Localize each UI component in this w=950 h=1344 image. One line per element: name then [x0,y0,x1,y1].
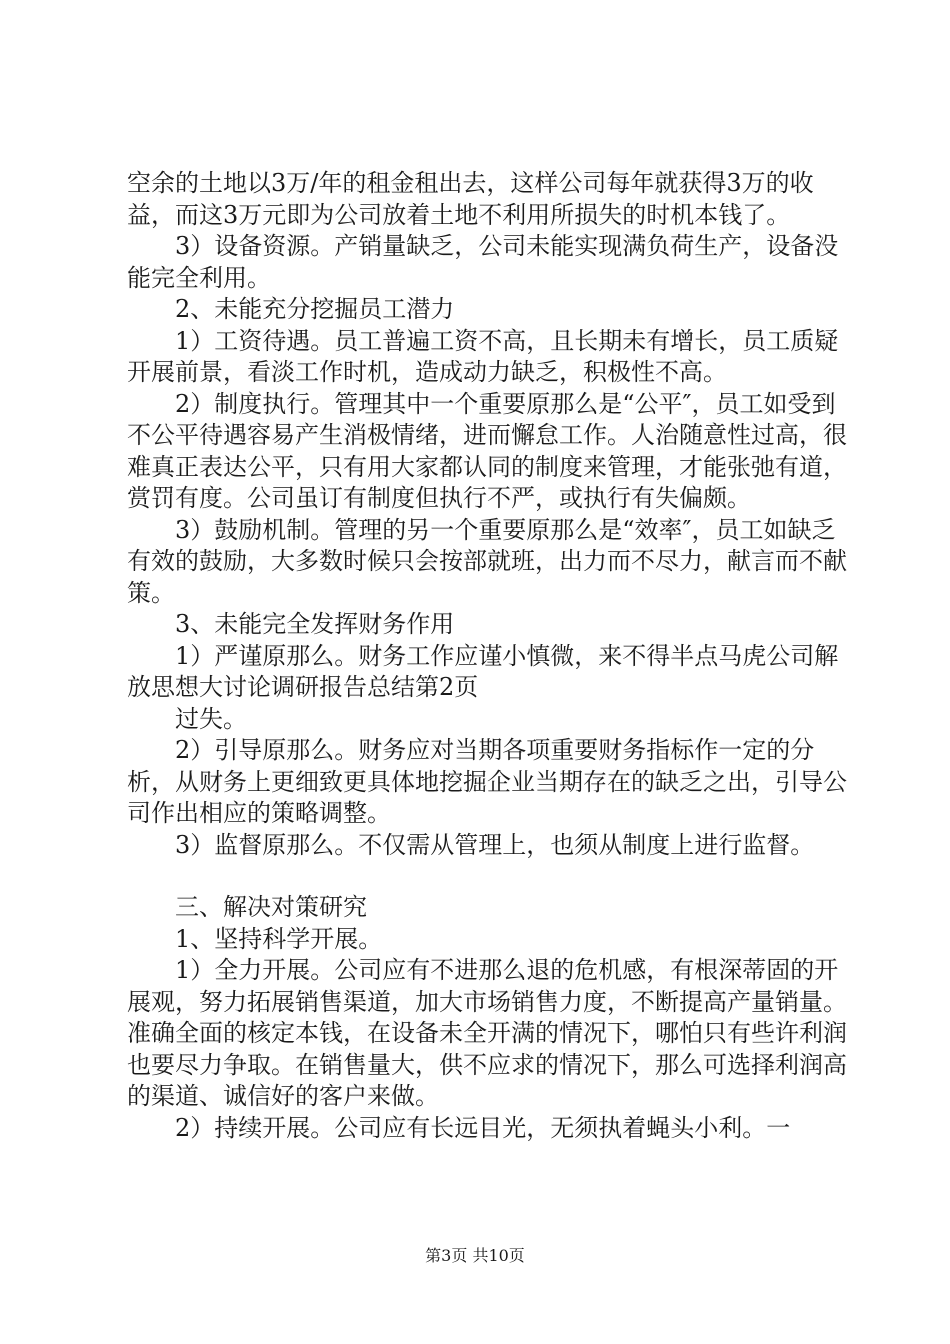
paragraph-wages: 1）工资待遇。员工普遍工资不高，且长期未有增长，员工质疑开展前景，看淡工作时机，造成动力缺乏，积极性不高。 [127,326,839,386]
document-body [127,168,847,1144]
page-footer: 第3页 共10页 [425,1246,525,1265]
heading-employee-potential: 2、未能充分挖掘员工潜力 [175,295,455,323]
paragraph-land-rent: 空余的土地以3万/年的租金租出去，这样公司每年就获得3万的收益，而这3万元即为公司放着土地不利用所损失的时机本钱了。 [127,169,814,229]
paragraph-continuation: 过失。 [175,704,247,733]
paragraph-supervision-principle: 3）监督原那么。不仅需从管理上，也须从制度上进行监督。 [175,830,815,859]
paragraph-rigor-principle: 1）严谨原那么。财务工作应谨小慎微，来不得半点马虎公司解放思想大讨论调研报告总结第2页 [127,641,839,701]
paragraph-guidance-principle: 2）引导原那么。财务应对当期各项重要财务指标作一定的分析，从财务上更细致更具体地挖掘企业当期存在的缺乏之出，引导公司作出相应的策略调整。 [127,736,847,827]
heading-solutions: 三、解决对策研究 [175,893,367,921]
heading-scientific-development: 1、坚持科学开展。 [175,924,383,953]
paragraph-equipment-resources: 3）设备资源。产销量缺乏，公司未能实现满负荷生产，设备没能完全利用。 [127,232,839,292]
paragraph-incentive-mechanism: 3）鼓励机制。管理的另一个重要原那么是“效率″，员工如缺乏有效的鼓励，大多数时候只会按部就班，出力而不尽力，献言而不献策。 [127,515,847,607]
paragraph-sustained-development: 2）持续开展。公司应有长远目光，无须执着蝇头小利。一 [175,1113,791,1142]
heading-finance-role: 3、未能完全发挥财务作用 [175,610,455,638]
paragraph-system-execution: 2）制度执行。管理其中一个重要原那么是“公平″，员工如受到不公平待遇容易产生消极情绪，进而懈怠工作。人治随意性过高，很难真正表达公平，只有用大家都认同的制度来管理，才能张弛有道，赏罚有度。公司虽订有制度但执行不严，或执行有失偏颇。 [127,389,847,512]
paragraph-full-development: 1）全力开展。公司应有不进那么退的危机感，有根深蒂固的开展观，努力拓展销售渠道，加大市场销售力度，不断提高产量销量。准确全面的核定本钱，在设备未全开满的情况下，哪怕只有些许利润也要尽力争取。在销售量大，供不应求的情况下，那么可选择利润高的渠道、诚信好的客户来做。 [127,956,847,1110]
